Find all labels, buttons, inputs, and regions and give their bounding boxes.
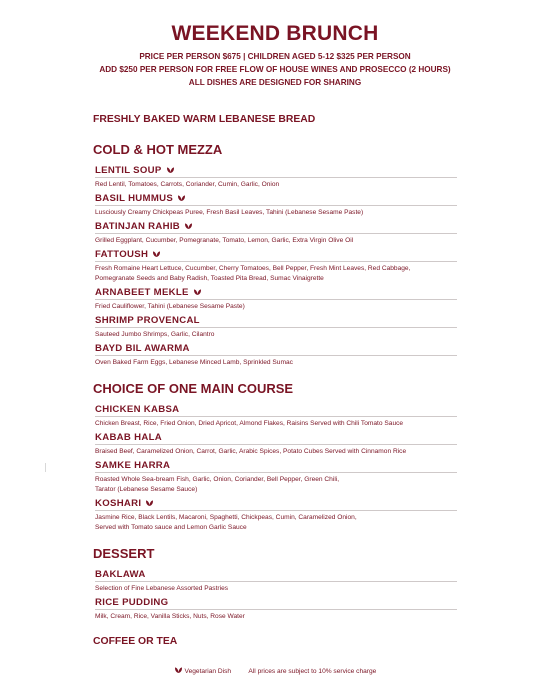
wine-price: $250 [119,65,138,74]
item-description: Fresh Romaine Heart Lettuce, Cucumber, Cherry Tomatoes, Bell Pepper, Fresh Mint Leaves, Red Cabbage, Pomegranate Seeds and Baby Radish, Toasted Pita Bread, Sumac Vinaigrette [95,265,411,282]
menu-item [95,286,457,312]
menu-item [95,596,457,622]
divider [95,444,457,445]
sharing-line: ALL DISHES ARE DESIGNED FOR SHARING [188,78,362,87]
item-name: ARNABEET MEKLE [95,286,189,298]
child-price: $325 [336,52,355,61]
item-description: Fried Cauliflower, Tahini (Lebanese Sesame Paste) [95,303,245,310]
menu-item [95,248,457,283]
menu-item [95,164,457,190]
item-description: Roasted Whole Sea-bream Fish, Garlic, Onion, Coriander, Bell Pepper, Green Chili, Tarator (Lebanese Sesame Sauce) [95,476,340,493]
item-name: BATINJAN RAHIB [95,220,181,232]
menu-item [95,192,457,218]
item-name: KABAB HALA [95,431,162,443]
menu-item [95,342,457,368]
menu-item [95,314,457,340]
item-name: SAMKE HARRA [95,459,171,471]
menu-footer [0,666,550,675]
divider [95,609,457,610]
item-name: BAYD BIL AWARMA [95,342,190,354]
bread-heading: FRESHLY BAKED WARM LEBANESE BREAD [93,114,316,125]
item-description: Red Lentil, Tomatoes, Carrots, Coriander, Cumin, Garlic, Onion [95,181,280,188]
coffee-heading: COFFEE OR TEA [93,636,178,647]
divider [95,416,457,417]
divider [95,510,457,511]
mezza-heading: COLD & HOT MEZZA [93,142,223,157]
menu-item [95,403,457,429]
menu-item [95,568,457,594]
item-description: Braised Beef, Caramelized Onion, Carrot, Garlic, Arabic Spices, Potato Cubes Served with Cinnamon Rice [95,448,407,455]
divider [95,299,457,300]
item-description: Chicken Breast, Rice, Fried Onion, Dried Apricot, Almond Flakes, Raisins Served with Chili Tomato Sauce [95,420,404,427]
leaf-icon [174,666,183,674]
item-description: Lusciously Creamy Chickpeas Puree, Fresh Basil Leaves, Tahini (Lebanese Sesame Paste) [95,209,364,216]
item-name: BASIL HUMMUS [95,192,174,204]
divider [95,233,457,234]
item-name: BAKLAWA [95,568,146,580]
item-name: KOSHARI [95,497,142,509]
margin-mark [45,463,46,472]
adult-price: $675 [222,52,241,61]
service-charge-note: All prices are subject to 10% service charge [248,668,377,675]
leaf-icon [177,194,186,202]
divider [95,261,457,262]
menu-item [95,220,457,246]
divider [95,472,457,473]
menu-item [95,497,457,532]
divider [95,355,457,356]
divider [95,177,457,178]
item-name: LENTIL SOUP [95,164,162,176]
item-name: FATTOUSH [95,248,149,260]
item-description: Oven Baked Farm Eggs, Lebanese Minced Lamb, Sprinkled Sumac [95,359,293,366]
item-description: Jasmine Rice, Black Lentils, Macaroni, Spaghetti, Chickpeas, Cumin, Caramelized Onion, Served with Tomato sauce and Lemon Garlic Sauce [95,514,357,531]
item-name: SHRIMP PROVENCAL [95,314,200,326]
leaf-icon [145,499,154,507]
item-description: Sauteed Jumbo Shrimps, Garlic, Cilantro [95,331,215,338]
price-line: PRICE PER PERSON $675 | CHILDREN AGED 5-12 $325 PER PERSON [139,52,411,61]
menu-title: WEEKEND BRUNCH [171,22,379,45]
item-description: Grilled Eggplant, Cucumber, Pomegranate, Tomato, Lemon, Garlic, Extra Virgin Olive Oil [95,237,354,244]
divider [95,205,457,206]
item-description: Selection of Fine Lebanese Assorted Pastries [95,585,229,592]
menu-item [95,459,457,494]
vegetarian-legend: Vegetarian Dish [184,668,232,675]
item-name: RICE PUDDING [95,596,169,608]
leaf-icon [152,250,161,258]
leaf-icon [166,166,175,174]
dessert-heading: DESSERT [93,546,155,561]
divider [95,327,457,328]
menu-item [95,431,457,457]
item-description: Milk, Cream, Rice, Vanilla Sticks, Nuts, Rose Water [95,613,245,620]
wine-line: ADD $250 PER PERSON FOR FREE FLOW OF HOUSE WINES AND PROSECCO (2 HOURS) [99,65,451,74]
item-name: CHICKEN KABSA [95,403,180,415]
divider [95,581,457,582]
main-course-heading: CHOICE OF ONE MAIN COURSE [93,381,294,396]
leaf-icon [193,288,202,296]
leaf-icon [184,222,193,230]
